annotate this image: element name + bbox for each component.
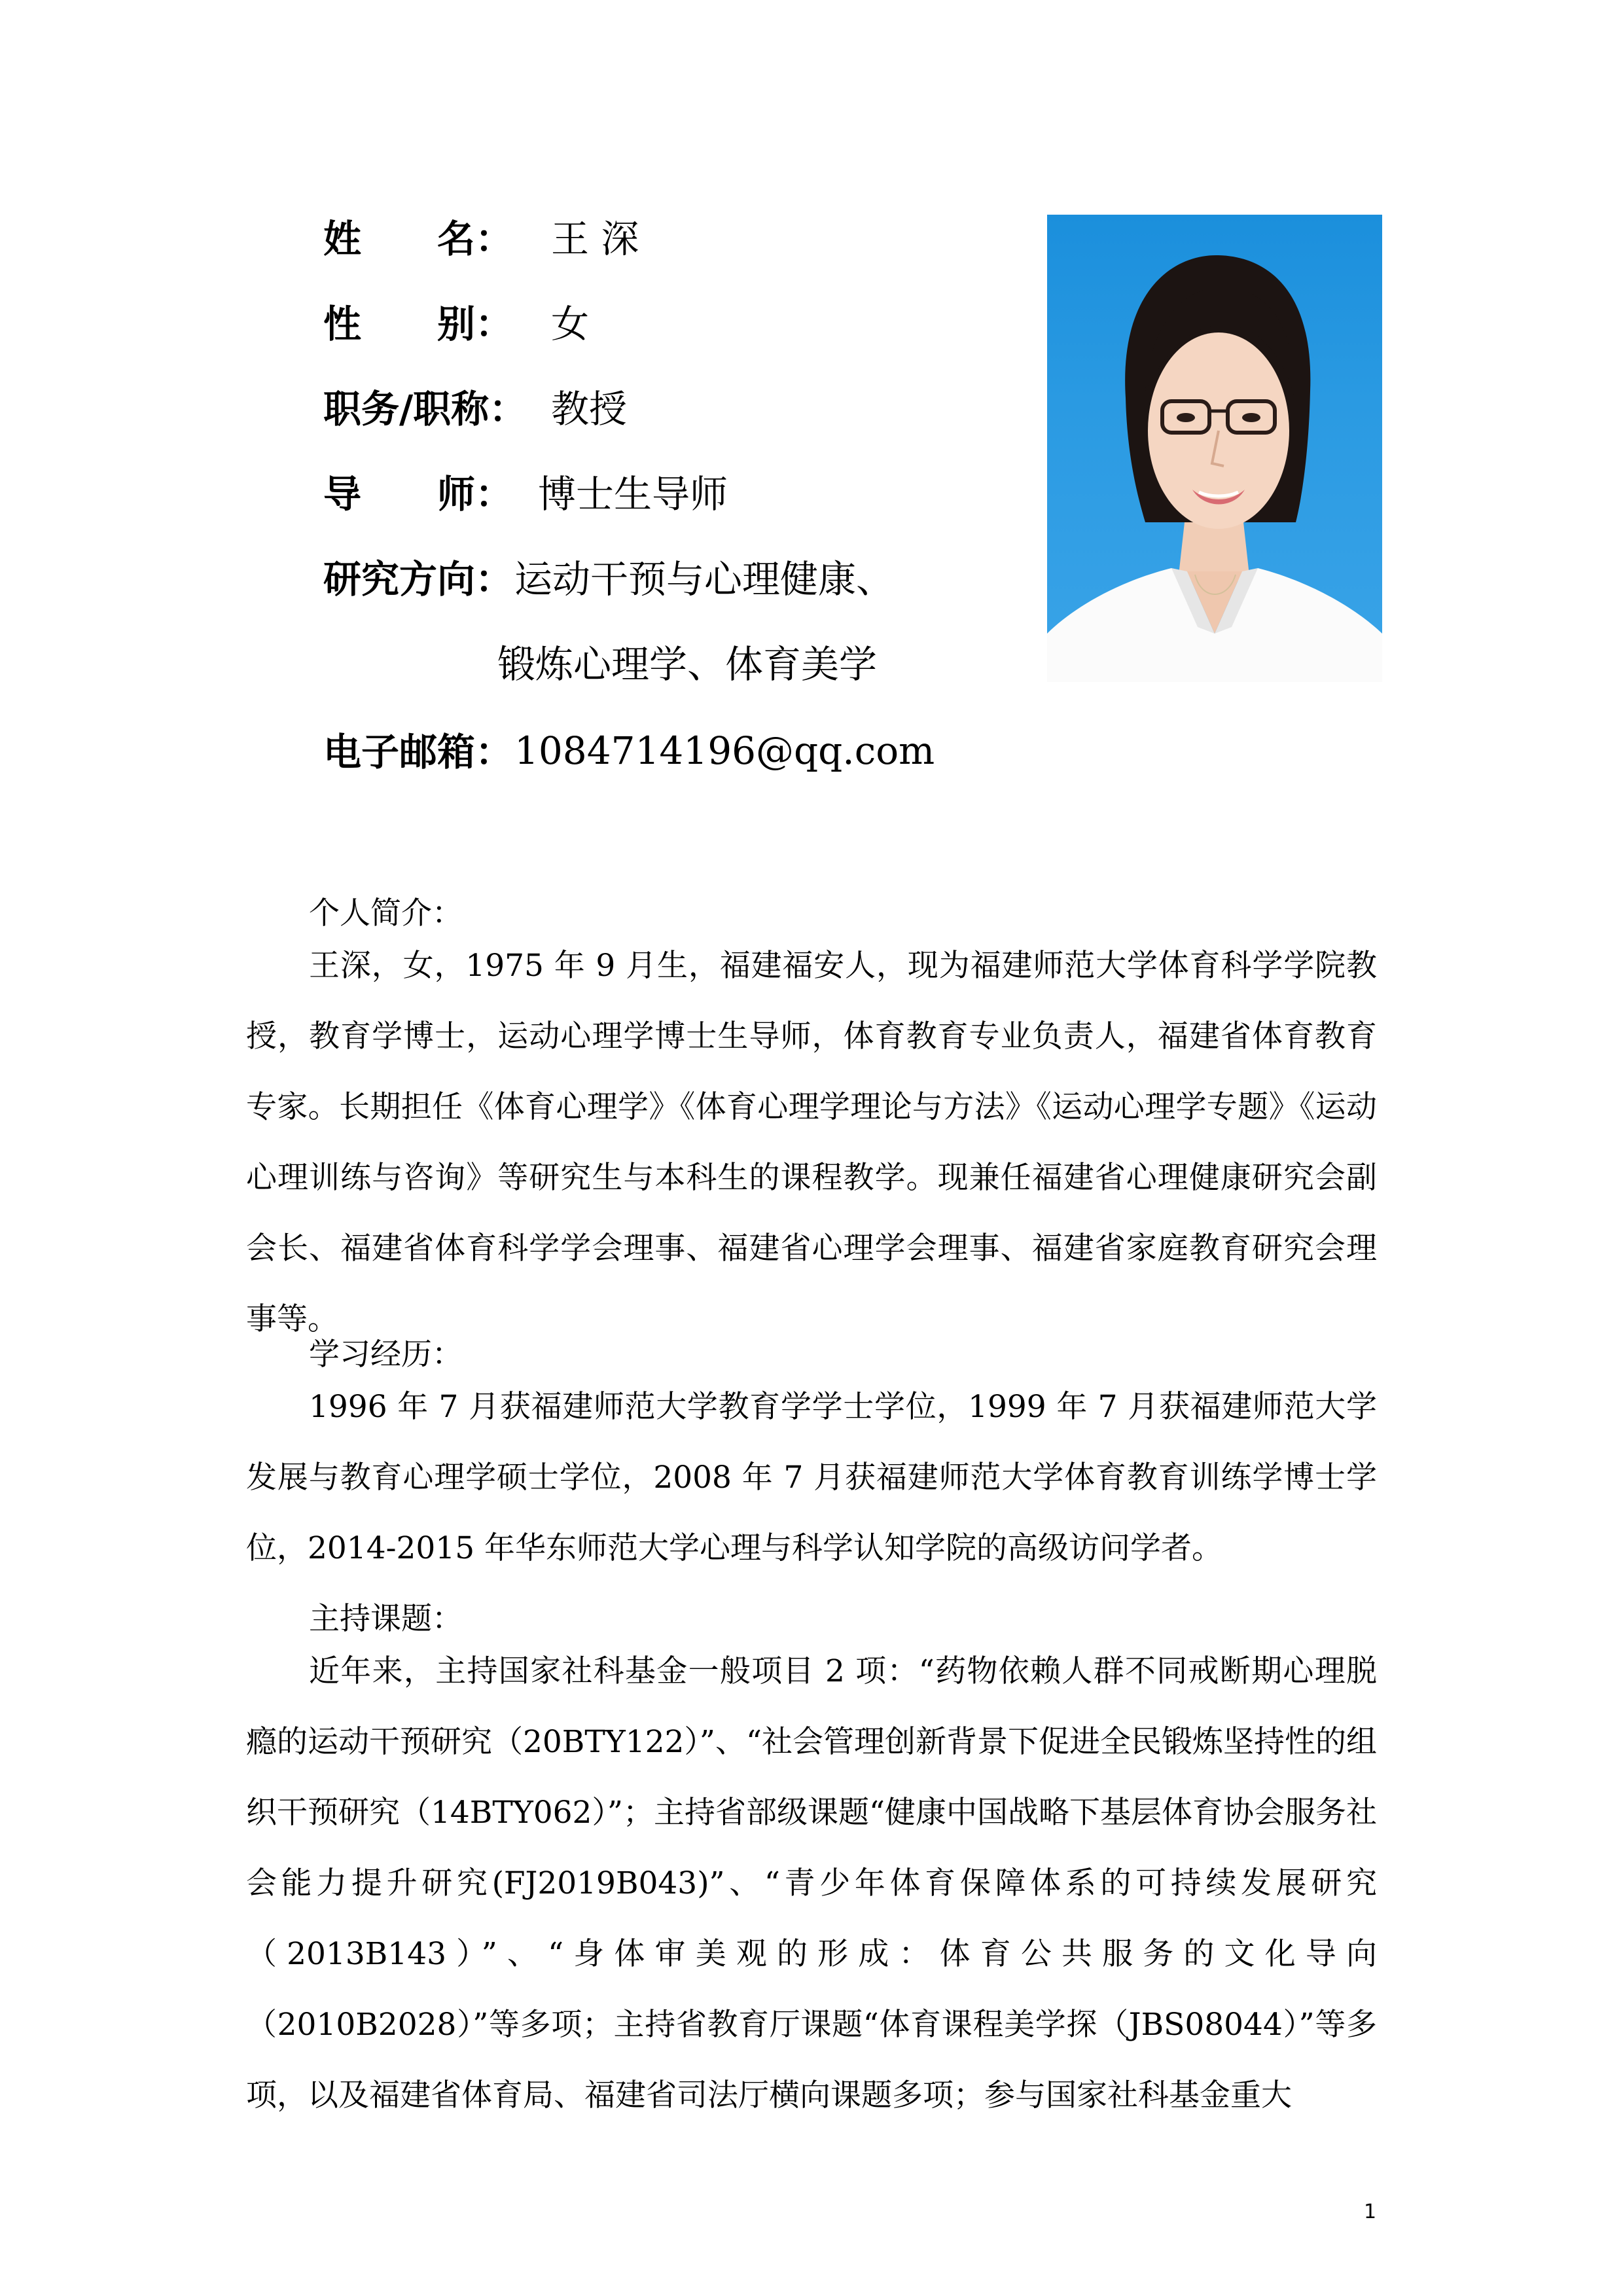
projects-paragraph (246, 1636, 1377, 2131)
name-value: 王 深 (551, 217, 639, 261)
email-label: 电子邮箱： (323, 730, 514, 774)
research-label: 研究方向： (323, 557, 514, 601)
portrait-photo (1047, 215, 1382, 682)
education-paragraph (246, 1372, 1377, 1584)
title-value: 教授 (551, 387, 628, 431)
intro-paragraph (246, 931, 1377, 1355)
intro-text: 王深，女，1975 年 9 月生，福建福安人，现为福建师范大学体育科学学院教授，教育学博士，运动心理学博士生导师，体育教育专业负责人，福建省体育教育专家。长期担任《体育心理学》《体育心理学理论与方法》《运动心理学专题》《运动心理训练与咨询》等研究生与本科生的课程教学。现兼任福建省心理健康研究会副会长、福建省体育科学学会理事、福建省心理学会理事、福建省家庭教育研究会理事等。 (246, 948, 1377, 1337)
page-number: 1 (1364, 2200, 1377, 2223)
name-label: 姓 名： (323, 217, 514, 261)
research-value-line2: 锻炼心理学、体育美学 (497, 642, 878, 687)
research-value-line1: 运动干预与心理健康、 (514, 557, 895, 601)
gender-value: 女 (551, 302, 590, 346)
title-label: 职务/职称： (323, 387, 527, 431)
gender-label: 性 别： (323, 302, 514, 346)
portrait-illustration (1047, 215, 1382, 682)
email-value: 1084714196@qq.com (514, 728, 935, 773)
supervisor-value: 博士生导师 (538, 472, 728, 516)
education-heading: 学习经历： (309, 1336, 463, 1372)
supervisor-label: 导 师： (323, 472, 514, 516)
intro-heading: 个人简介： (309, 895, 463, 931)
projects-text: 近年来，主持国家社科基金一般项目 2 项：“药物依赖人群不同戒断期心理脱瘾的运动干预研究（20BTY122）”、“社会管理创新背景下促进全民锻炼坚持性的组织干预研究（14BTY062）”；主持省部级课题“健康中国战略下基层体育协会服务社会能力提升研究(FJ2019B043)”、“青少年体育保障体系的可持续发展研究 （2013B143）”、“身体审美观的形成：体育公共服务的文化导向（2010B2028）”等多项；主持省教育厅课题“体育课程美学探（JBS08044）”等多项，以及福建省体育局、福建省司法厅横向课题多项；参与国家社科基金重大 (246, 1653, 1377, 2113)
education-text: 1996 年 7 月获福建师范大学教育学学士学位，1999 年 7 月获福建师范大学发展与教育心理学硕士学位，2008 年 7 月获福建师范大学体育教育训练学博士学位，2014-2015 年华东师范大学心理与科学认知学院的高级访问学者。 (246, 1389, 1377, 1566)
projects-heading: 主持课题： (309, 1601, 463, 1637)
